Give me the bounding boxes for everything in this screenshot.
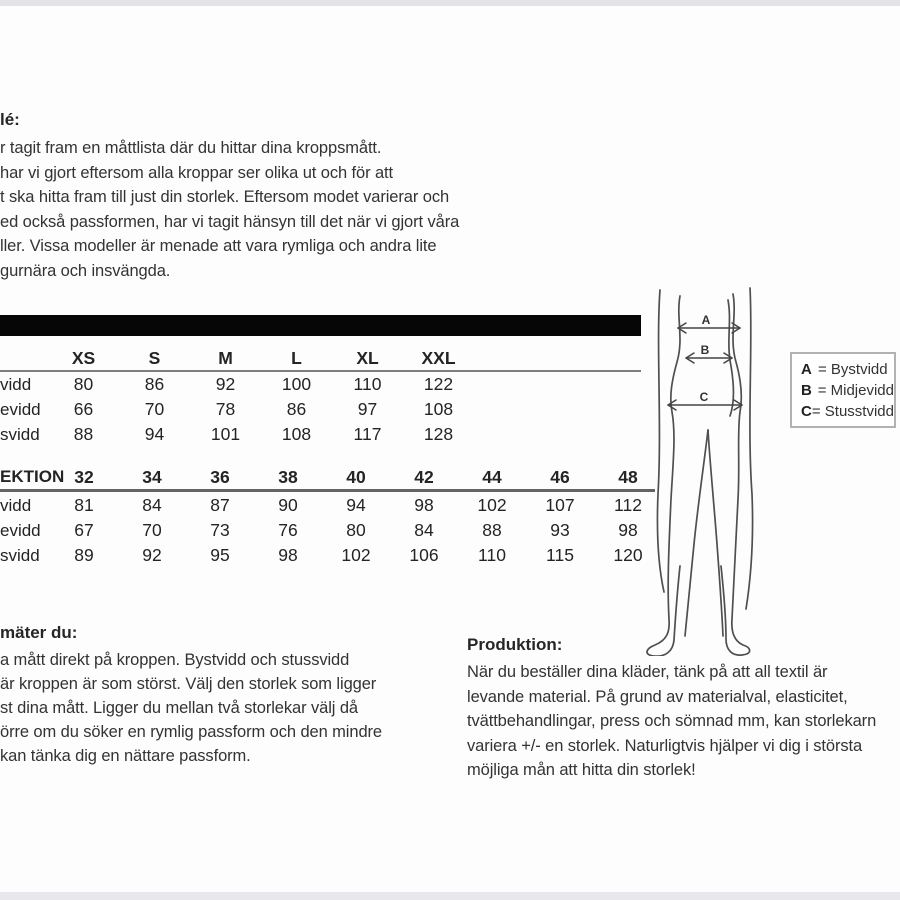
intro-heading: lé:: [0, 110, 20, 129]
table-cell: 94: [144, 424, 165, 444]
measure-line: örre om du söker en rymlig passform och den mindre: [0, 723, 382, 741]
table-cell: 80: [73, 374, 94, 394]
intro-line: ed också passformen, har vi tagit hänsyn till det när vi gjort våra: [0, 212, 460, 231]
legend-box: [790, 352, 896, 428]
measure-line: st dina mått. Ligger du mellan två storlekar välj då: [0, 699, 358, 717]
body-measurement-figure: [642, 284, 762, 656]
size-column-header: 44: [482, 466, 502, 487]
table-rule: [0, 489, 655, 492]
table-cell: 98: [278, 545, 298, 565]
table-cell: 108: [423, 399, 454, 419]
row-label: svidd: [0, 545, 40, 565]
size-column-header: XS: [71, 347, 96, 368]
measure-line: är kroppen är som störst. Välj den storlek som ligger: [0, 675, 377, 693]
table-cell: 67: [74, 520, 94, 540]
figure-label-a: A: [701, 313, 711, 327]
screen-edge-bottom: [0, 892, 900, 900]
table-cell: 81: [74, 495, 94, 515]
confection-table-header: [0, 466, 662, 488]
figure-label-b: B: [700, 343, 710, 357]
table-row: [0, 372, 474, 397]
table-cell: 94: [346, 495, 366, 515]
intro-line: r tagit fram en måttlista där du hittar dina kroppsmått.: [0, 139, 382, 157]
table-cell: 84: [142, 495, 162, 515]
table-row: [0, 543, 662, 568]
size-column-header: 42: [414, 466, 434, 487]
table-cell: 117: [353, 424, 382, 444]
screen-edge-top: [0, 0, 900, 6]
table-cell: 102: [341, 545, 371, 565]
table-cell: 112: [614, 495, 642, 515]
table-cell: 89: [74, 545, 94, 565]
row-label: evidd: [0, 520, 41, 540]
legend-value: = Bystvidd: [818, 360, 888, 378]
table-cell: 108: [281, 424, 312, 444]
table-row: [0, 397, 474, 422]
production-line: möjliga mån att hitta din storlek!: [467, 761, 696, 779]
table-cell: 93: [550, 520, 570, 540]
legend-item: [801, 361, 894, 378]
production-heading: Produktion:: [467, 635, 563, 654]
intro-line: gurnära och insvängda.: [0, 261, 171, 280]
table-row: [0, 493, 662, 518]
table-cell: 128: [423, 424, 454, 444]
table-cell: 73: [210, 520, 230, 540]
table-cell: 76: [278, 520, 298, 540]
legend-item: [801, 382, 894, 399]
table-cell: 122: [423, 374, 454, 394]
legend-key: A: [801, 360, 812, 378]
table-cell: 115: [546, 545, 574, 565]
table-cell: 106: [409, 545, 439, 565]
size-column-header: 38: [278, 466, 298, 487]
table-cell: 87: [210, 495, 230, 515]
legend-value: = Midjevidd: [817, 381, 894, 399]
legend-key: C: [801, 402, 812, 420]
production-line: tvättbehandlingar, press och sömnad mm, kan storlekarn: [467, 712, 877, 730]
size-column-header: 48: [618, 466, 638, 487]
measure-line: kan tänka dig en nättare passform.: [0, 747, 251, 765]
table-row: [0, 422, 474, 447]
legend-value: = Stusstvidd: [811, 402, 894, 420]
legend-item: [801, 403, 894, 420]
table-cell: 90: [278, 495, 298, 515]
table-cell: 97: [357, 399, 378, 419]
table-cell: 84: [414, 520, 434, 540]
row-label: vidd: [0, 374, 32, 394]
size-column-header: 32: [74, 466, 94, 487]
intro-paragraph: [0, 136, 500, 283]
table-cell: 101: [210, 424, 241, 444]
table-cell: 95: [210, 545, 230, 565]
table-cell: 66: [73, 399, 94, 419]
table-cell: 92: [215, 374, 236, 394]
table-cell: 78: [215, 399, 236, 419]
intro-line: har vi gjort eftersom alla kroppar ser olika ut och för att: [0, 163, 394, 182]
table-row: [0, 518, 662, 543]
table-cell: 88: [73, 424, 94, 444]
size-column-header: 40: [346, 466, 366, 487]
table-cell: 107: [545, 495, 575, 515]
confection-label: EKTION: [0, 467, 65, 486]
table-cell: 92: [142, 545, 162, 565]
table-cell: 86: [144, 374, 165, 394]
table-cell: 98: [414, 495, 434, 515]
row-label: svidd: [0, 424, 40, 444]
size-column-header: 34: [142, 466, 162, 487]
table-cell: 80: [346, 520, 366, 540]
table-cell: 70: [144, 399, 165, 419]
figure-label-c: C: [699, 390, 709, 404]
table-cell: 100: [281, 374, 312, 394]
intro-line: ller. Vissa modeller är menade att vara rymliga och andra lite: [0, 237, 437, 255]
row-label: evidd: [0, 399, 41, 419]
size-column-header: L: [291, 347, 302, 368]
size-column-header: M: [218, 347, 233, 368]
table-cell: 86: [286, 399, 307, 419]
table-cell: 102: [477, 495, 507, 515]
size-column-header: 36: [210, 466, 230, 487]
production-line: När du beställer dina kläder, tänk på att all textil är: [467, 663, 828, 681]
size-column-header: S: [148, 347, 161, 368]
legend-key: B: [801, 381, 812, 399]
table-cell: 110: [353, 374, 382, 394]
row-label: vidd: [0, 495, 32, 515]
size-column-header: XL: [356, 347, 379, 368]
how-to-measure-heading: mäter du:: [0, 623, 78, 642]
table-cell: 88: [482, 520, 502, 540]
size-column-header: XXL: [421, 347, 456, 368]
size-table-header: [0, 347, 474, 369]
production-paragraph: [467, 660, 900, 783]
table-title-bar: [0, 315, 641, 336]
intro-line: t ska hitta fram till just din storlek. Eftersom modet varierar och: [0, 188, 450, 206]
table-cell: 110: [478, 545, 506, 565]
table-cell: 98: [618, 520, 638, 540]
table-cell: 70: [142, 520, 162, 540]
measure-line: a mått direkt på kroppen. Bystvidd och stussvidd: [0, 651, 350, 669]
table-cell: 120: [613, 545, 643, 565]
production-line: levande material. På grund av materialval, elasticitet,: [467, 687, 848, 706]
how-to-measure-paragraph: [0, 648, 448, 768]
production-line: variera +/- en storlek. Naturligtvis hjälper vi dig i största: [467, 736, 863, 755]
size-column-header: 46: [550, 466, 570, 487]
